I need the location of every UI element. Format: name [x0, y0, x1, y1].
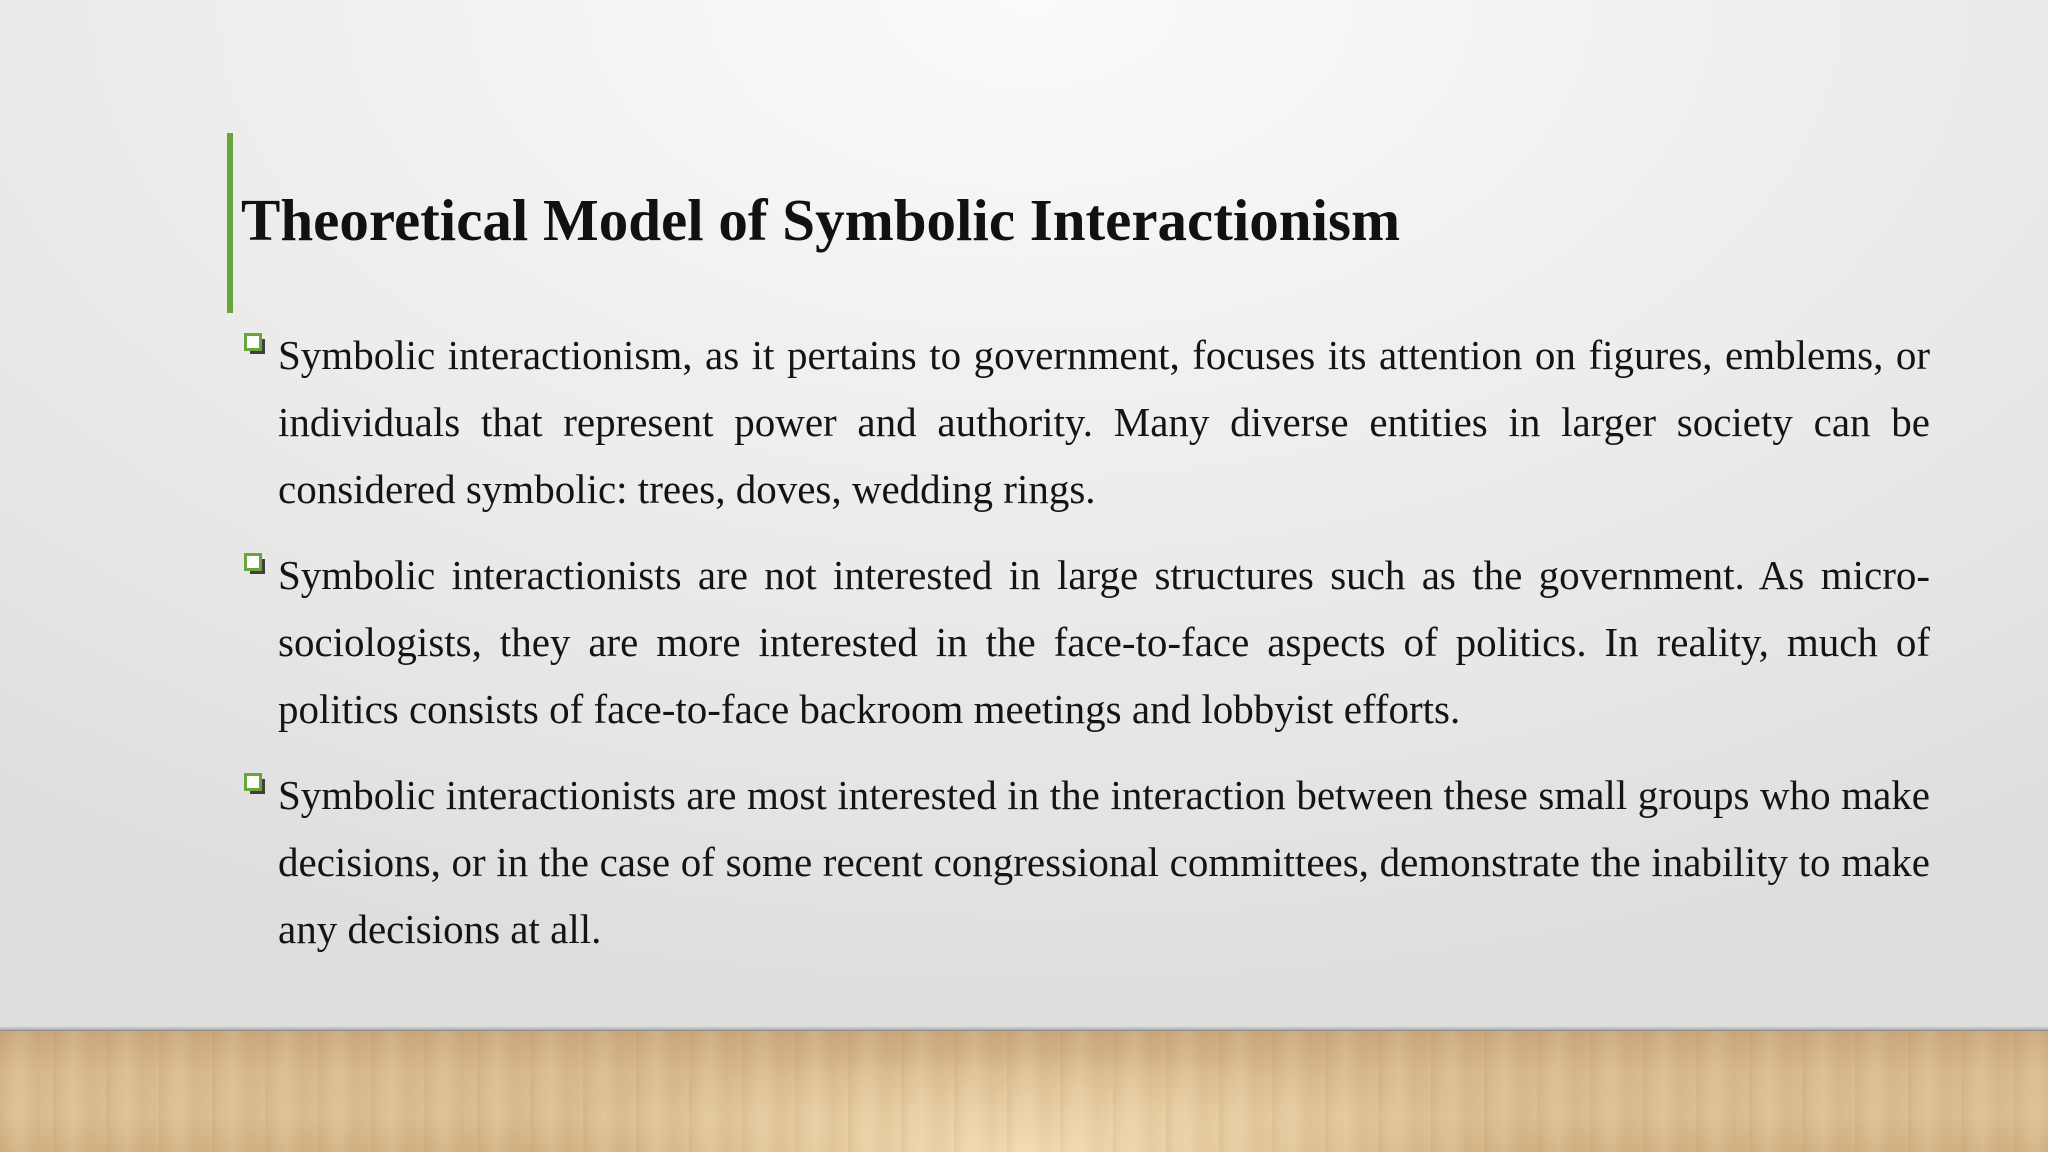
title-accent-bar [227, 133, 233, 313]
bullet-text: Symbolic interactionism, as it pertains to government, focuses its attention on figures, emblems, or individuals that represent power and authority. Many diverse entities in larger society can be considered symbolic: trees, doves, wedding rings. [278, 332, 1930, 512]
bullet-item [278, 762, 1930, 963]
bullet-item [278, 322, 1930, 523]
checkbox-square-icon [244, 333, 266, 355]
checkbox-square-icon [244, 553, 266, 575]
bullet-text: Symbolic interactionists are most interested in the interaction between these small groups who make decisions, or in the case of some recent congressional committees, demonstrate the inability to make any decisions at all. [278, 772, 1930, 952]
bullet-list [278, 322, 1930, 982]
wooden-floor [0, 1031, 2048, 1152]
slide-title: Theoretical Model of Symbolic Interactionism [241, 187, 1401, 253]
bullet-item [278, 542, 1930, 743]
checkbox-square-icon [244, 773, 266, 795]
bullet-text: Symbolic interactionists are not interested in large structures such as the government. As micro-sociologists, they are more interested in the face-to-face aspects of politics. In reality, much of politics consists of face-to-face backroom meetings and lobbyist efforts. [278, 552, 1930, 732]
